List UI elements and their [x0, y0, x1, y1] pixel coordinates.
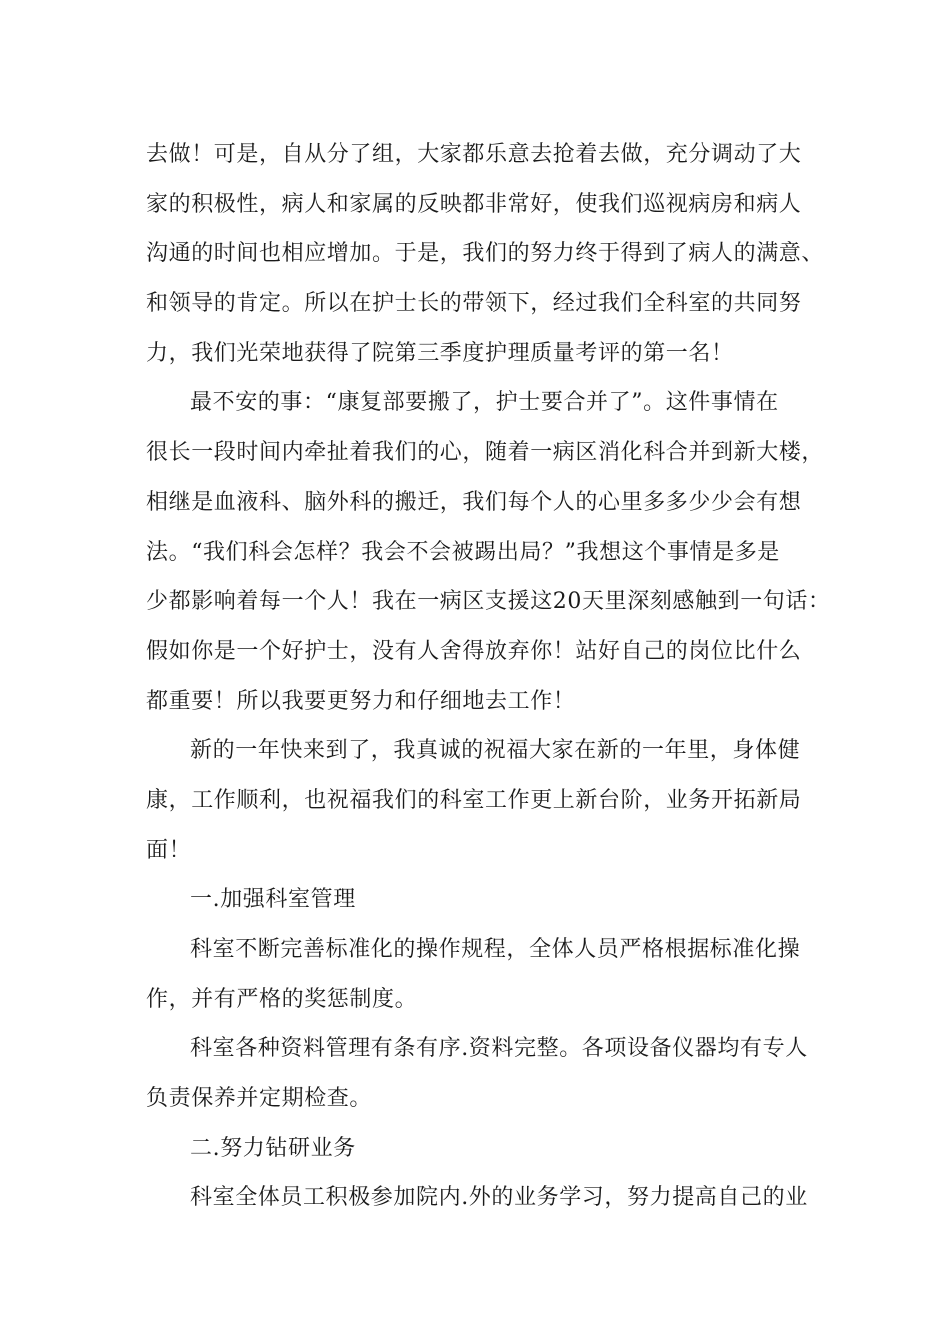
- text-line: 相继是血液科、脑外科的搬迁，我们每个人的心里多多少少会有想: [146, 489, 802, 515]
- text-line: 和领导的肯定。所以在护士长的带领下，经过我们全科室的共同努: [146, 291, 802, 317]
- text-line: 科室各种资料管理有条有序.资料完整。各项设备仪器均有专人: [190, 1036, 808, 1062]
- text-line: 都重要！所以我要更努力和仔细地去工作！: [146, 688, 576, 714]
- document-body: [146, 130, 831, 1223]
- text-line: 去做！可是，自从分了组，大家都乐意去抢着去做，充分调动了大: [146, 142, 802, 167]
- text-line: 康，工作顺利，也祝福我们的科室工作更上新台阶，业务开拓新局: [146, 787, 802, 813]
- text-line: 面！: [146, 837, 192, 863]
- text-line: 负责保养并定期检查。: [146, 1086, 373, 1112]
- text-line: 科室不断完善标准化的操作规程，全体人员严格根据标准化操: [190, 937, 801, 962]
- text-line: 作，并有严格的奖惩制度。: [146, 986, 418, 1012]
- text-line: 很长一段时间内牵扯着我们的心，随着一病区消化科合并到新大楼，: [146, 440, 825, 466]
- text-line: 法。“我们科会怎样？我会不会被踢出局？”我想这个事情是多是: [146, 539, 780, 565]
- text-line: 二.努力钻研业务: [190, 1135, 356, 1161]
- text-line: 最不安的事：“康复部要搬了，护士要合并了”。这件事情在: [190, 390, 779, 416]
- text-line: 力，我们光荣地获得了院第三季度护理质量考评的第一名！: [146, 340, 734, 366]
- text-line: 科室全体员工积极参加院内.外的业务学习，努力提高自己的业: [190, 1185, 808, 1211]
- text-line: 家的积极性，病人和家属的反映都非常好，使我们巡视病房和病人: [146, 191, 802, 217]
- text-line: 假如你是一个好护士，没有人舍得放弃你！站好自己的岗位比什么: [146, 638, 802, 664]
- text-line: 少都影响着每一个人！我在一病区支援这20天里深刻感触到一句话：: [146, 589, 831, 615]
- text-line: 一.加强科室管理: [190, 887, 356, 913]
- text-line: 沟通的时间也相应增加。于是，我们的努力终于得到了病人的满意、: [146, 241, 825, 267]
- text-line: 新的一年快来到了，我真诚的祝福大家在新的一年里，身体健: [190, 738, 801, 764]
